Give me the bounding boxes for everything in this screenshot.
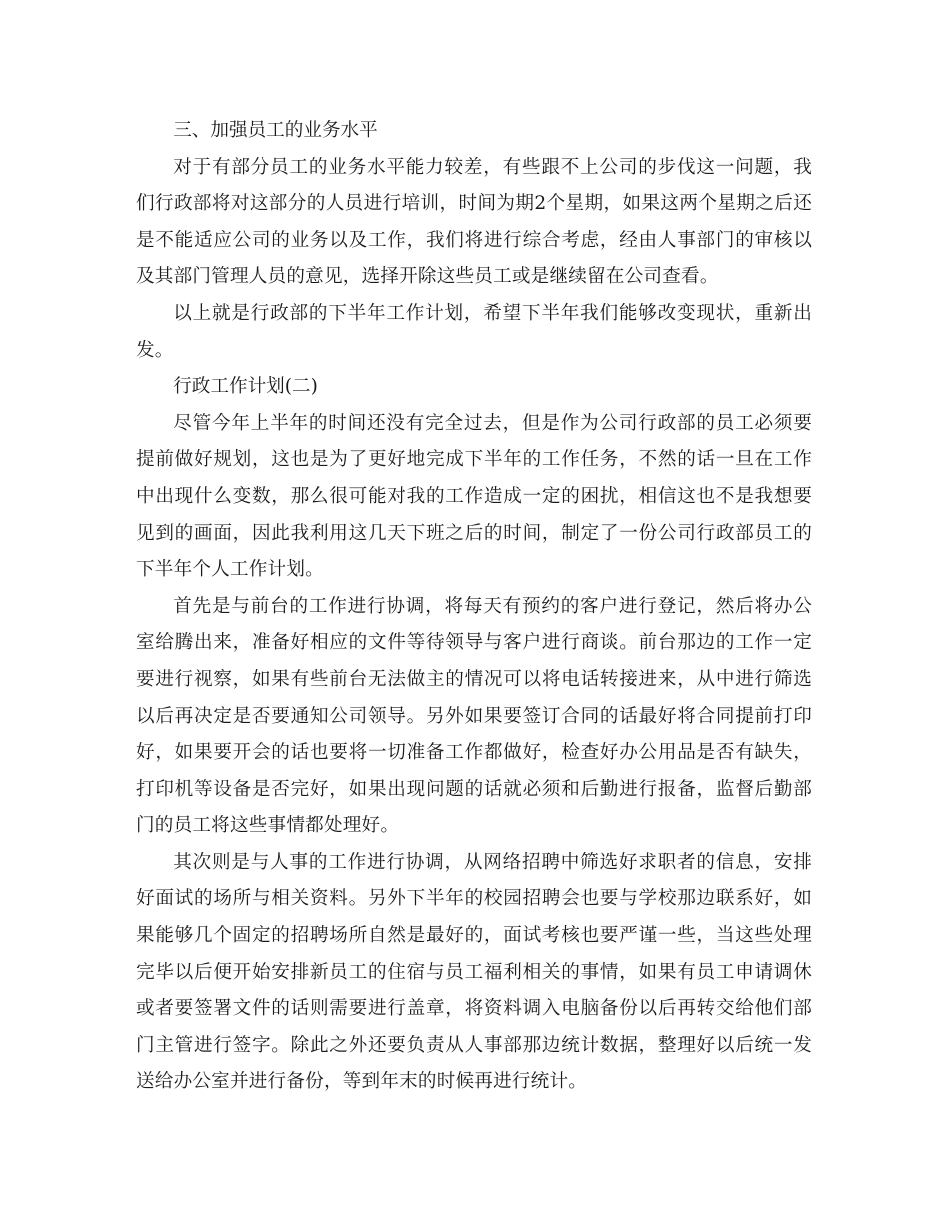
paragraph-planning-intro: 尽管今年上半年的时间还没有完全过去，但是作为公司行政部的员工必须要提前做好规划，这也是为了更好地完成下半年的工作任务，不然的话一旦在工作中出现什么变数，那么很可能对我的工作造成一定的困扰，相信这也不是我想要见到的画面，因此我利用这几天下班之后的时间，制定了一份公司行政部员工的下半年个人工作计划。 (136, 412, 812, 581)
document-body (136, 113, 812, 1101)
paragraph-summary: 以上就是行政部的下半年工作计划，希望下半年我们能够改变现状，重新出发。 (136, 302, 812, 361)
section-heading-3: 三、加强员工的业务水平 (173, 120, 378, 141)
paragraph-hr-coordination: 其次则是与人事的工作进行协调，从网络招聘中筛选好求职者的信息，安排好面试的场所与相关资料。另外下半年的校园招聘会也要与学校那边联系好，如果能够几个固定的招聘场所自然是最好的，面试考核也要严谨一些，当这些处理完毕以后便开始安排新员工的住宿与员工福利相关的事情，如果有员工申请调休或者要签署文件的话则需要进行盖章，将资料调入电脑备份以后再转交给他们部门主管进行签字。除此之外还要负责从人事部那边统计数据，整理好以后统一发送给办公室并进行备份，等到年末的时候再进行统计。 (136, 851, 812, 1093)
plan-two-heading: 行政工作计划(二) (173, 376, 318, 398)
paragraph-front-desk: 首先是与前台的工作进行协调，将每天有预约的客户进行登记，然后将办公室给腾出来，准备好相应的文件等待领导与客户进行商谈。前台那边的工作一定要进行视察，如果有些前台无法做主的情况可以将电话转接进来，从中进行筛选以后再决定是否要通知公司领导。另外如果要签订合同的话最好将合同提前打印好，如果要开会的话也要将一切准备工作都做好，检查好办公用品是否有缺失，打印机等设备是否完好，如果出现问题的话就必须和后勤进行报备，监督后勤部门的员工将这些事情都处理好。 (136, 595, 812, 837)
paragraph-training: 对于有部分员工的业务水平能力较差，有些跟不上公司的步伐这一问题，我们行政部将对这部分的人员进行培训，时间为期2个星期，如果这两个星期之后还是不能适应公司的业务以及工作，我们将进行综合考虑，经由人事部门的审核以及其部门管理人员的意见，选择开除这些员工或是继续留在公司查看。 (136, 156, 812, 288)
